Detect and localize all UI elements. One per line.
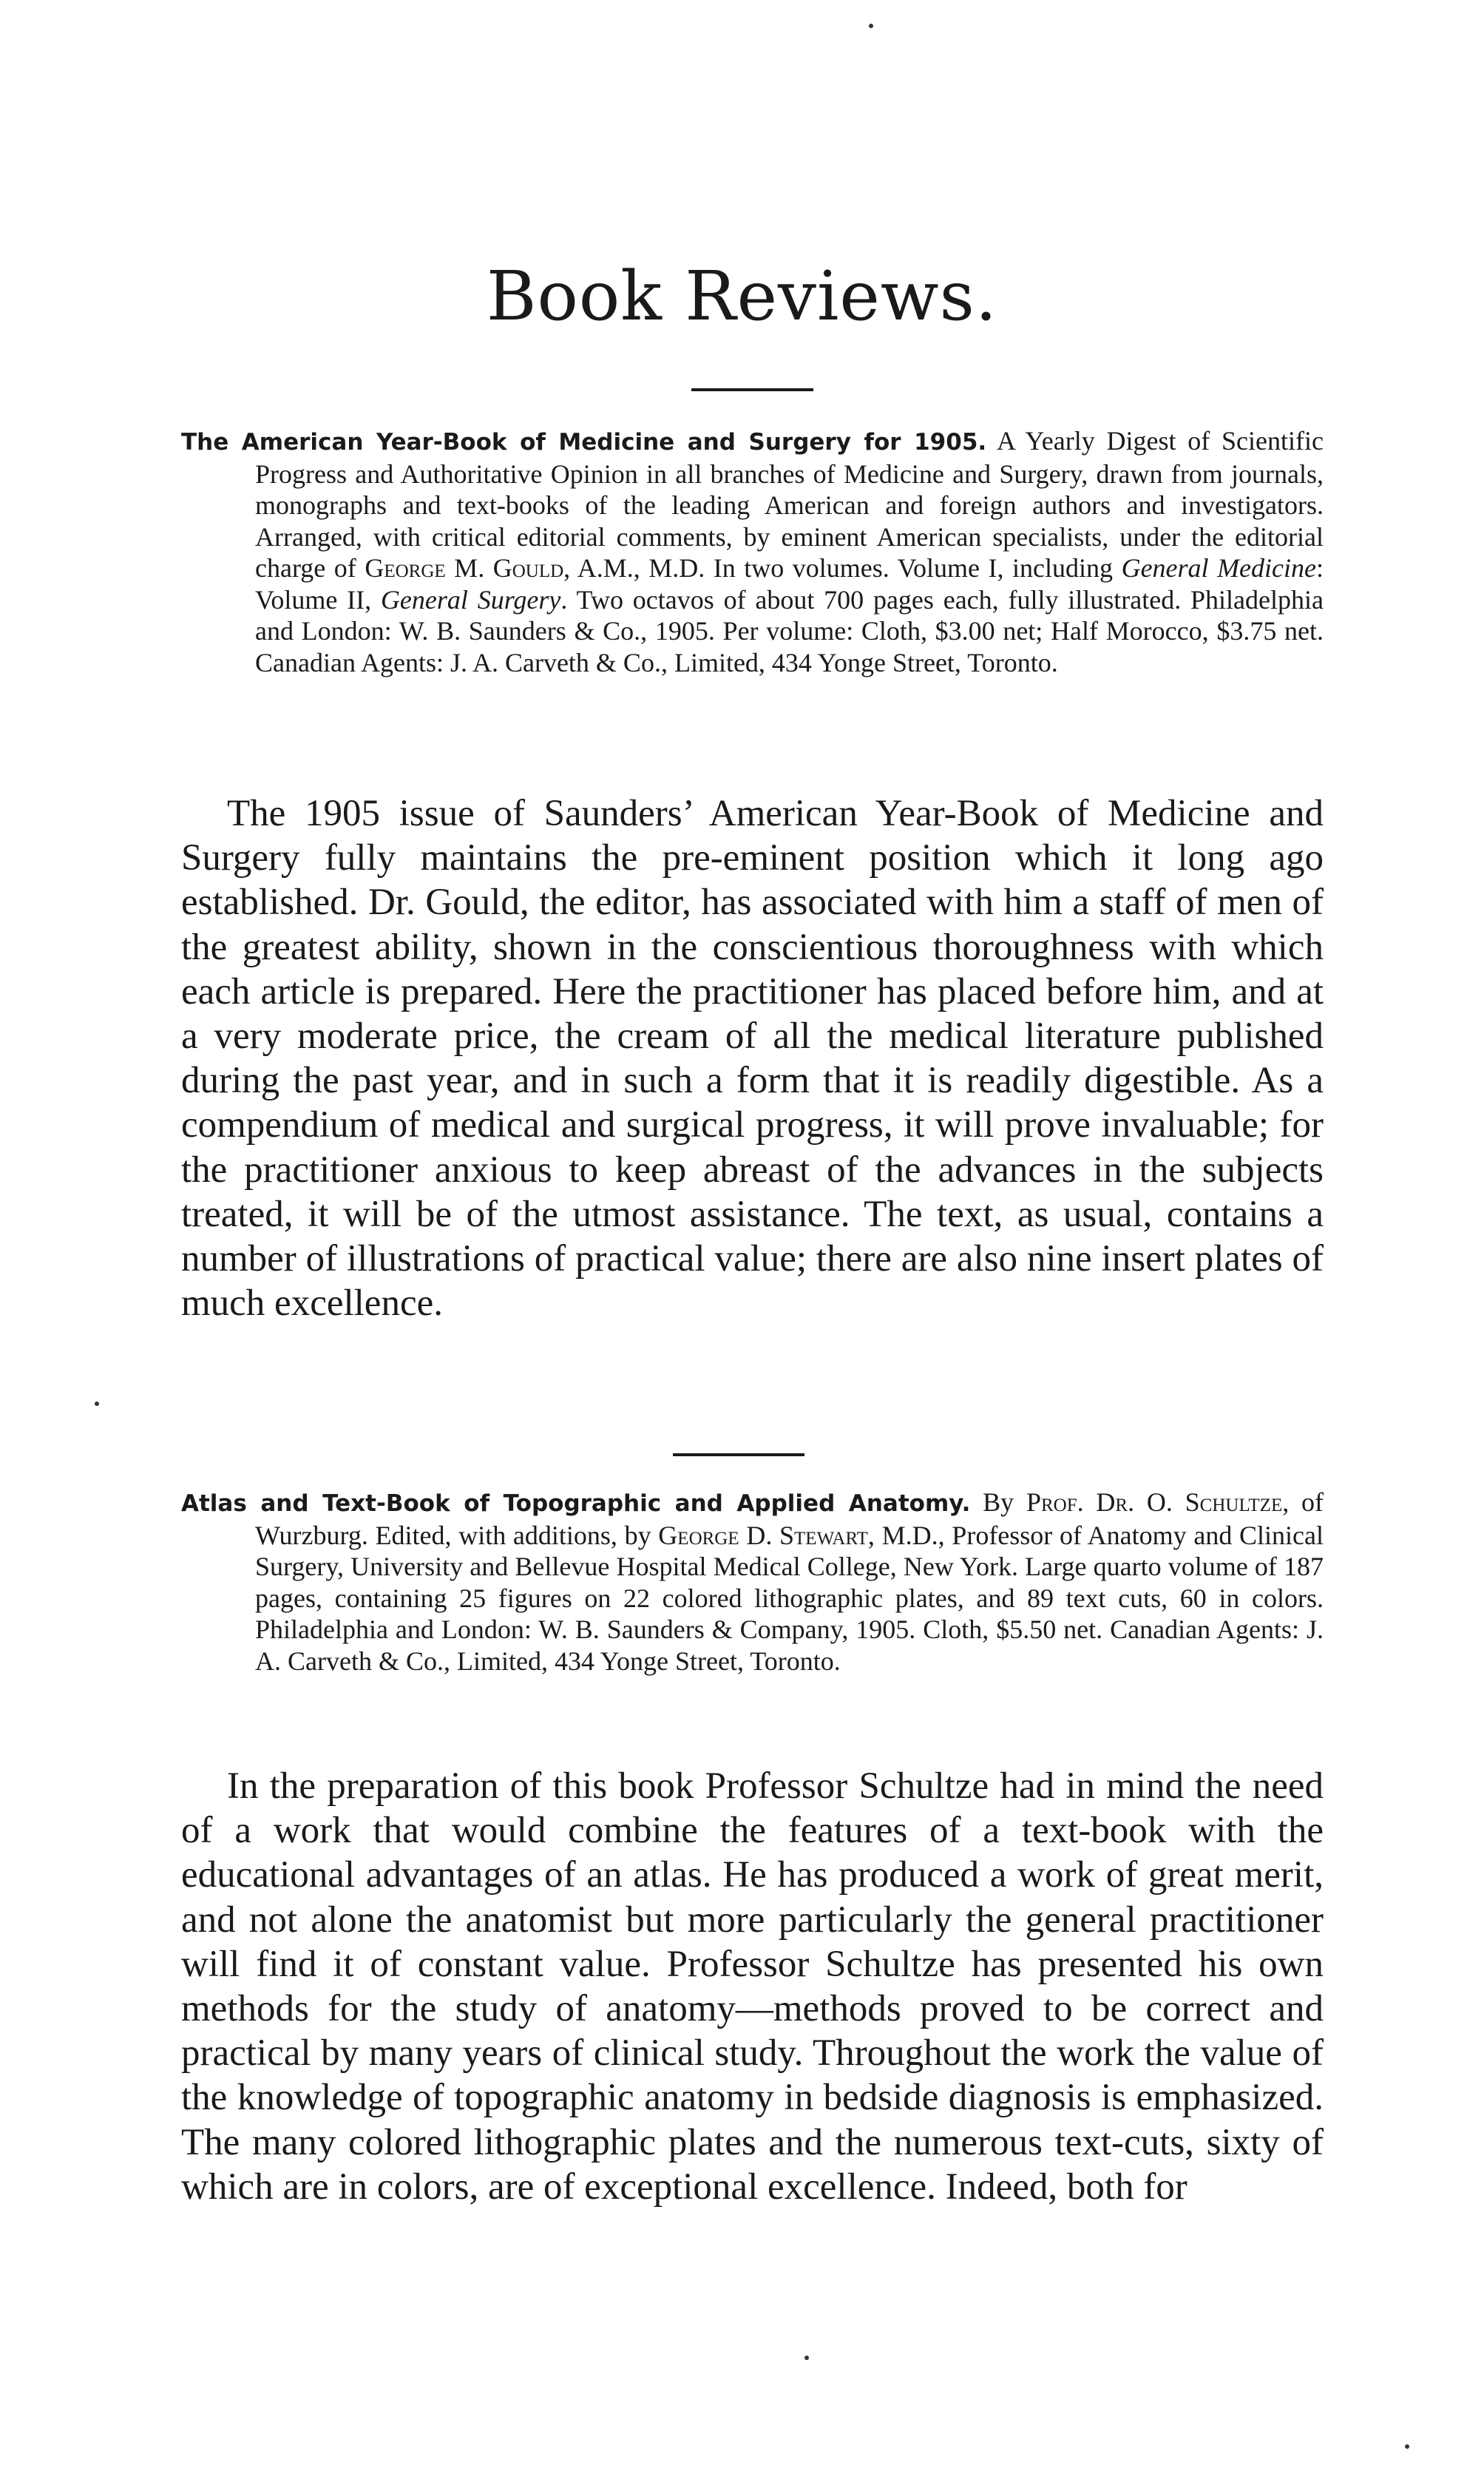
review-2-citation-text-c: , M.D., Professor of Anatomy and Clinical Surgery, University and Bellevue Hospital Medical College, New York. Large quarto volume of 187 pages, containing 25 figures on 22 colored lithographic plates, and 89 text cuts, 60 in colors. Philadelphia and London: W. B. Saunders & Company, 1905. Cloth, $5.50 net. Canadian Agents: J. A. Carveth & Co., Limited, 434 Yonge Street, Toronto. xyxy=(255,1520,1324,1676)
review-1-citation-text-a: A Yearly Digest of Scientific Progress and Authoritative Opinion in all branches of Medicine and Surgery, drawn from journals, monographs and text-books of the leading American and foreign authors and investigators. Arranged, with critical editorial comments, by eminent American specialists, under the editorial charge of xyxy=(255,426,1324,583)
review-2-body: In the preparation of this book Professor Schultze had in mind the need of a work that would combine the features of a text-book with the educational advantages of an atlas. He has produced a work of great merit, and not alone the anatomist but more particularly the general practitioner will find it of constant value. Professor Schultze has presented his own methods for the study of anatomy—methods proved to be correct and practical by many years of clinical study. Throughout the work the value of the knowledge of topographic anatomy in bedside diagnosis is emphasized. The many colored lithographic plates and the numerous text-cuts, sixty of which are in colors, are of exceptional excellence. Indeed, both for xyxy=(181,1765,1324,2208)
review-2-author-name: Prof. Dr. O. Schultze xyxy=(1026,1487,1283,1517)
review-2-editor-name: George D. Stewart xyxy=(658,1520,868,1550)
page-title: Book Reviews. xyxy=(486,257,998,336)
review-1-citation-text-c: : Volume II, xyxy=(255,553,1324,615)
review-2-book-title: Atlas and Text-Book of Topographic and Applied Anatomy. xyxy=(181,1490,971,1517)
review-1-citation-text-b: , A.M., M.D. In two volumes. Volume I, including xyxy=(563,553,1122,583)
review-1-editor-name: George M. Gould xyxy=(365,553,564,583)
review-2-citation-text-a: By xyxy=(970,1487,1026,1517)
ink-speck xyxy=(1405,2444,1409,2449)
review-2-citation xyxy=(181,1487,1324,1677)
ink-speck xyxy=(804,2356,809,2360)
review-1-body: The 1905 issue of Saunders’ American Year-Book of Medicine and Surgery fully maintains the pre-eminent position which it long ago established. Dr. Gould, the editor, has associated with him a staff of men of the greatest ability, shown in the conscientious thoroughness with which each article is prepared. Here the practitioner has placed before him, and at a very moderate price, the cream of all the medical literature published during the past year, and in such a form that it is readily digestible. As a compendium of medical and surgical progress, it will prove invaluable; for the practitioner anxious to keep abreast of the advances in the subjects treated, it will be of the utmost assistance. The text, as usual, contains a number of illustrations of practical value; there are also nine insert plates of much excellence. xyxy=(181,793,1324,1325)
review-1-volume-1-name: General Medicine xyxy=(1121,553,1316,583)
title-rule xyxy=(691,388,813,391)
review-1-book-title: The American Year-Book of Medicine and Surgery for 1905. xyxy=(181,429,987,456)
ink-speck xyxy=(869,24,873,28)
review-1-volume-2-name: General Surgery xyxy=(380,584,561,615)
section-divider xyxy=(673,1453,804,1456)
ink-speck xyxy=(95,1402,99,1406)
review-1-citation-text-d: . Two octavos of about 700 pages each, fully illustrated. Philadelphia and London: W. B. Saunders & Co., 1905. Per volume: Cloth, $3.00 net; Half Morocco, $3.75 net. Canadian Agents: J. A. Carveth & Co., Limited, 434 Yonge Street, Toronto. xyxy=(255,584,1324,677)
review-2-citation-text-b: , of Wurzburg. Edited, with additions, by xyxy=(255,1487,1324,1550)
review-1-citation xyxy=(181,425,1324,678)
